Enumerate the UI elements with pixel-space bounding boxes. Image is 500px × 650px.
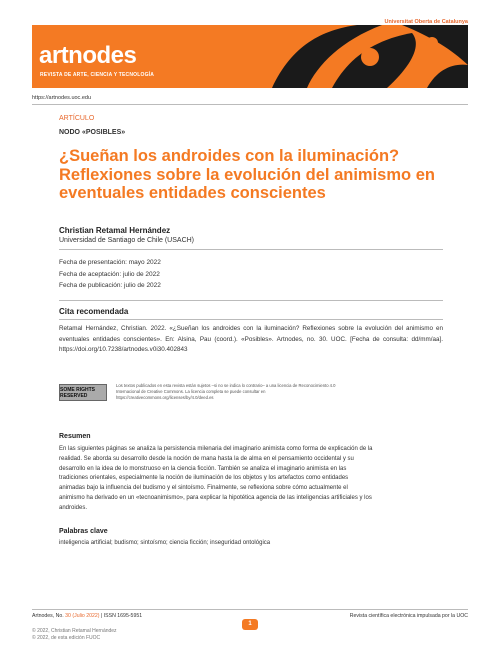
date-accepted: Fecha de aceptación: julio de 2022 [59, 270, 160, 278]
divider [59, 300, 443, 301]
issue-prefix: Artnodes, No. [32, 613, 64, 619]
banner-graphic [262, 25, 468, 88]
keywords-text: inteligencia artificial; budismo; sintoísmo; ciencia ficción; inseguridad ontológica [59, 540, 271, 546]
issn: | ISSN 1695-5951 [100, 613, 143, 619]
keywords-heading: Palabras clave [59, 528, 108, 535]
publication-dates [59, 257, 161, 292]
author-affiliation: Universidad de Santiago de Chile (USACH) [59, 237, 195, 244]
copyright-author: © 2022, Christian Retamal Hernández [32, 628, 117, 634]
footer-issue [32, 613, 142, 619]
article-title: ¿Sueñan los androides con la iluminación? Reflexiones sobre la evolución del animismo en eventuales entidades conscientes [59, 147, 435, 202]
divider [59, 249, 443, 250]
citation-heading: Cita recomendada [59, 307, 129, 316]
issue-number: 30 (Julio 2022) [65, 613, 100, 619]
author-name: Christian Retamal Hernández [59, 226, 171, 235]
license-text: Los textos publicados en esta revista están sujetos –si no se indica lo contrario– a una licencia de Reconocimiento 4.0 Internacional de Creative Commons. La licencia completa se puede consultar en https://creativecommons.org/licenses/by/4.0/deed.es [116, 383, 336, 400]
copyright [32, 628, 117, 642]
page-number: 1 [242, 619, 258, 630]
university-name: Universitat Oberta de Catalunya [384, 19, 468, 25]
journal-url[interactable]: https://artnodes.uoc.edu [32, 95, 92, 101]
footer-divider [32, 609, 468, 610]
abstract-heading: Resumen [59, 433, 91, 440]
citation-text: Retamal Hernández, Christian. 2022. «¿Sueñan los androides con la iluminación? Reflexiones sobre la evolución del animismo en eventuales entidades conscientes». En: Alsina, Pau (coord.). «Posibles». Artnodes, no. 30. UOC. [Fecha de consulta: dd/mm/aa]. https://doi.org/10.7238/artnodes.v0i30.402843 [59, 325, 443, 353]
article-section: NODO «POSIBLES» [59, 129, 126, 136]
article-type: ARTÍCULO [59, 115, 95, 122]
divider [59, 319, 443, 320]
journal-logo: artnodes [39, 42, 137, 69]
date-submitted: Fecha de presentación: mayo 2022 [59, 259, 161, 266]
cc-license-badge[interactable]: SOME RIGHTS RESERVED [59, 384, 107, 401]
journal-banner [32, 25, 468, 88]
abstract-text: En las siguientes páginas se analiza la persistencia milenaria del imaginario animista como forma de explicación de la realidad. Se aborda su desarrollo desde la noción de mana hasta la de alma en el pensamiento occidental y su desarrollo en la idea de lo monstruoso en la ciencia ficción. También se analiza el imaginario animista en las tradiciones orientales, especialmente la noción de iluminación de los objetos y los artefactos como entidades animadas bajo la influencia del budismo y el sintoísmo. Finalmente, se reflexiona sobre cómo actualmente el animismo ha derivado en un «tecnoanimismo», para explicar la hipotética agencia de las inteligencias artificiales y los androides. [59, 446, 373, 511]
journal-subtitle: REVISTA DE ARTE, CIENCIA Y TECNOLOGÍA [40, 72, 155, 78]
divider [32, 104, 468, 105]
copyright-edition: © 2022, de esta edición FUOC [32, 635, 101, 641]
date-published: Fecha de publicación: julio de 2022 [59, 282, 161, 289]
footer-publisher: Revista científica electrónica impulsada por la UOC [349, 613, 468, 619]
